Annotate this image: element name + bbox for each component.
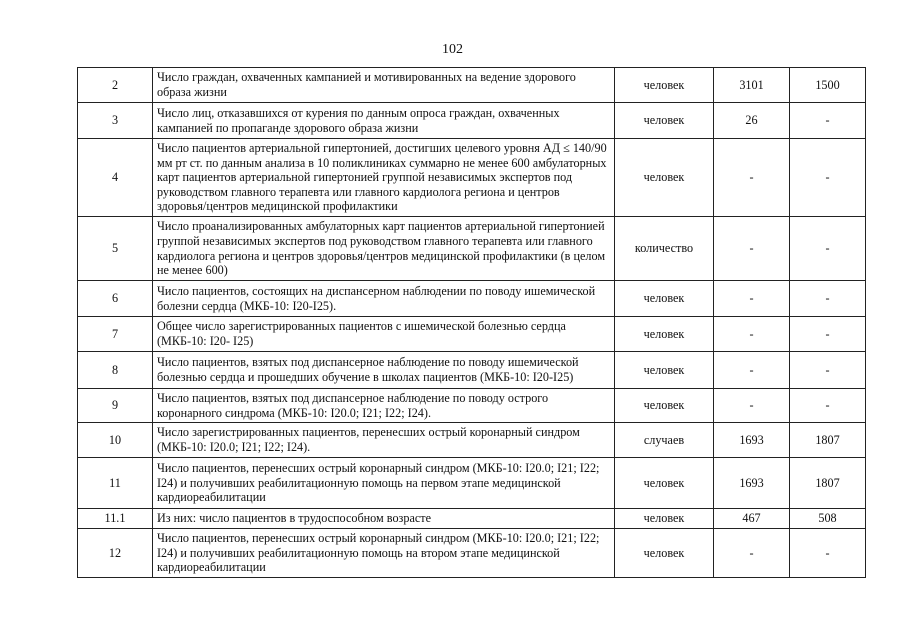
row-value-2: 508	[790, 509, 866, 529]
row-number: 3	[78, 103, 153, 139]
row-value-2: -	[790, 352, 866, 389]
table-row	[78, 352, 866, 389]
row-value-1: 26	[714, 103, 790, 139]
row-number: 7	[78, 317, 153, 352]
table-row	[78, 139, 866, 217]
table-row	[78, 103, 866, 139]
row-value-1: -	[714, 217, 790, 281]
table-row	[78, 68, 866, 103]
row-description: Число пациентов, взятых под диспансерное наблюдение по поводу острого коронарного синдрома (МКБ-10: I20.0; I21; I22; I24).	[153, 389, 615, 423]
row-unit: человек	[615, 352, 714, 389]
row-number: 11	[78, 458, 153, 509]
row-number: 8	[78, 352, 153, 389]
row-value-2: -	[790, 217, 866, 281]
row-number: 11.1	[78, 509, 153, 529]
row-number: 2	[78, 68, 153, 103]
row-value-1: -	[714, 139, 790, 217]
row-description: Число пациентов, состоящих на диспансерном наблюдении по поводу ишемической болезни сердца (МКБ-10: I20-I25).	[153, 281, 615, 317]
row-number: 10	[78, 423, 153, 458]
row-description: Число проанализированных амбулаторных карт пациентов артериальной гипертонией группой независимых экспертов под руководством главного терапевта или главного кардиолога региона и центров здоровья/центров медицинской профилактики (в целом не менее 600)	[153, 217, 615, 281]
row-description: Число пациентов артериальной гипертонией, достигших целевого уровня АД ≤ 140/90 мм рт ст. по данным анализа в 10 поликлиниках суммарно не менее 600 амбулаторных карт пациентов артериальной гипертонией группой независимых экспертов под руководством главного терапевта или главного кардиолога региона и центров здоровья/центров медицинской профилактики	[153, 139, 615, 217]
row-value-2: -	[790, 529, 866, 578]
row-unit: человек	[615, 139, 714, 217]
row-unit: человек	[615, 317, 714, 352]
row-value-2: 1807	[790, 423, 866, 458]
row-description: Число лиц, отказавшихся от курения по данным опроса граждан, охваченных кампанией по пропаганде здорового образа жизни	[153, 103, 615, 139]
row-number: 6	[78, 281, 153, 317]
table-row	[78, 389, 866, 423]
row-number: 12	[78, 529, 153, 578]
row-value-1: -	[714, 352, 790, 389]
row-number: 4	[78, 139, 153, 217]
row-number: 9	[78, 389, 153, 423]
row-unit: человек	[615, 458, 714, 509]
page-number: 102	[442, 42, 463, 57]
row-description: Из них: число пациентов в трудоспособном возрасте	[153, 509, 615, 529]
row-value-2: -	[790, 389, 866, 423]
row-value-2: -	[790, 281, 866, 317]
row-value-2: 1500	[790, 68, 866, 103]
row-unit: человек	[615, 103, 714, 139]
row-unit: случаев	[615, 423, 714, 458]
row-unit: человек	[615, 529, 714, 578]
row-unit: человек	[615, 509, 714, 529]
row-number: 5	[78, 217, 153, 281]
row-value-1: 467	[714, 509, 790, 529]
row-description: Общее число зарегистрированных пациентов с ишемической болезнью сердца (МКБ-10: I20- I25)	[153, 317, 615, 352]
row-value-2: -	[790, 103, 866, 139]
row-value-2: -	[790, 139, 866, 217]
table-row	[78, 423, 866, 458]
row-unit: человек	[615, 389, 714, 423]
row-value-2: 1807	[790, 458, 866, 509]
row-description: Число зарегистрированных пациентов, перенесших острый коронарный синдром (МКБ-10: I20.0; I21; I22; I24).	[153, 423, 615, 458]
row-value-1: 3101	[714, 68, 790, 103]
indicators-table	[77, 67, 866, 578]
row-value-2: -	[790, 317, 866, 352]
row-value-1: -	[714, 389, 790, 423]
table-row	[78, 217, 866, 281]
row-description: Число граждан, охваченных кампанией и мотивированных на ведение здорового образа жизни	[153, 68, 615, 103]
row-unit: количество	[615, 217, 714, 281]
row-unit: человек	[615, 68, 714, 103]
row-value-1: -	[714, 281, 790, 317]
row-value-1: 1693	[714, 423, 790, 458]
table-row	[78, 281, 866, 317]
row-value-1: -	[714, 529, 790, 578]
row-description: Число пациентов, взятых под диспансерное наблюдение по поводу ишемической болезнью сердца и прошедших обучение в школах пациентов (МКБ-10: I20-I25)	[153, 352, 615, 389]
table-row	[78, 317, 866, 352]
row-unit: человек	[615, 281, 714, 317]
table-row	[78, 509, 866, 529]
table-row	[78, 529, 866, 578]
row-value-1: 1693	[714, 458, 790, 509]
row-value-1: -	[714, 317, 790, 352]
row-description: Число пациентов, перенесших острый коронарный синдром (МКБ-10: I20.0; I21; I22; I24) и получивших реабилитационную помощь на первом этапе медицинской кардиореабилитации	[153, 458, 615, 509]
table-row	[78, 458, 866, 509]
row-description: Число пациентов, перенесших острый коронарный синдром (МКБ-10: I20.0; I21; I22; I24) и получивших реабилитационную помощь на втором этапе медицинской кардиореабилитации	[153, 529, 615, 578]
